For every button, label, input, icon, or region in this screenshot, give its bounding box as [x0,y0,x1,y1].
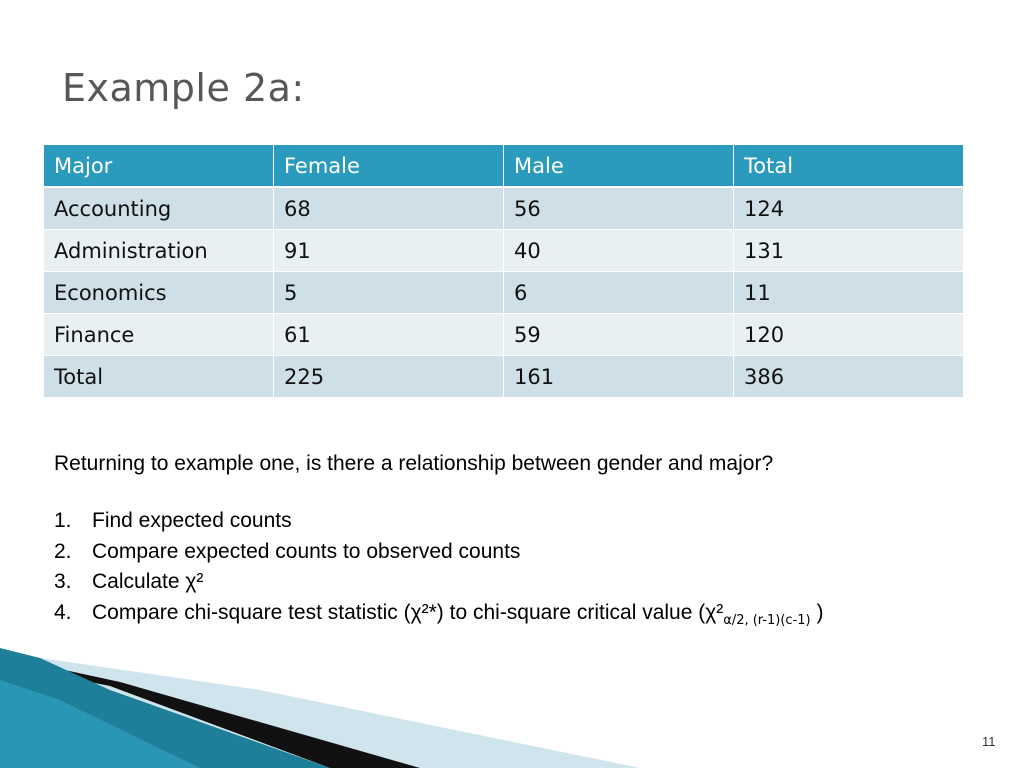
table-cell: 5 [274,272,504,314]
header-female: Female [274,145,504,188]
step-text: Compare expected counts to observed counts [92,539,521,563]
table-cell: 56 [504,187,734,230]
step-number: 3. [54,570,72,593]
table-header-row [44,145,964,188]
table-row [44,314,964,356]
step-text: Compare chi-square test statistic (χ²*) to chi-square critical value (χ² [92,600,724,624]
table-cell: 225 [274,356,504,398]
corner-wave-decoration [0,640,640,768]
table-cell: 59 [504,314,734,356]
table-cell: 68 [274,187,504,230]
step-number: 4. [54,600,72,624]
step-text: Find expected counts [92,509,292,532]
table-cell: 6 [504,272,734,314]
list-item [54,506,823,537]
intro-question: Returning to example one, is there a relationship between gender and major? [54,452,774,475]
list-item [54,567,823,598]
major-gender-table [43,144,964,398]
steps-list [54,506,823,631]
table-cell: 386 [734,356,964,398]
table-cell: 161 [504,356,734,398]
table-cell: 11 [734,272,964,314]
slide-title: Example 2a: [62,66,305,110]
table-cell: 120 [734,314,964,356]
header-male: Male [504,145,734,188]
page-number: 11 [982,734,996,749]
table-cell: Total [44,356,274,398]
table-row [44,272,964,314]
header-total: Total [734,145,964,188]
table-cell: 61 [274,314,504,356]
list-item [54,598,823,632]
step-text-group [92,598,823,632]
critical-value-subscript: α/2, (r-1)(c-1) [723,612,811,628]
table-row [44,230,964,272]
table-cell: Accounting [44,187,274,230]
header-major: Major [44,145,274,188]
step-number: 1. [54,509,72,532]
list-item [54,537,823,568]
step-text-suffix: ) [810,600,824,624]
slide-body [54,452,823,631]
table-row [44,187,964,230]
step-text: Calculate χ² [92,570,204,593]
step-number: 2. [54,539,72,563]
table-cell: 124 [734,187,964,230]
table-cell: 40 [504,230,734,272]
table-cell: 131 [734,230,964,272]
table-cell: 91 [274,230,504,272]
table-row-total [44,356,964,398]
table-cell: Finance [44,314,274,356]
table-cell: Administration [44,230,274,272]
table-cell: Economics [44,272,274,314]
